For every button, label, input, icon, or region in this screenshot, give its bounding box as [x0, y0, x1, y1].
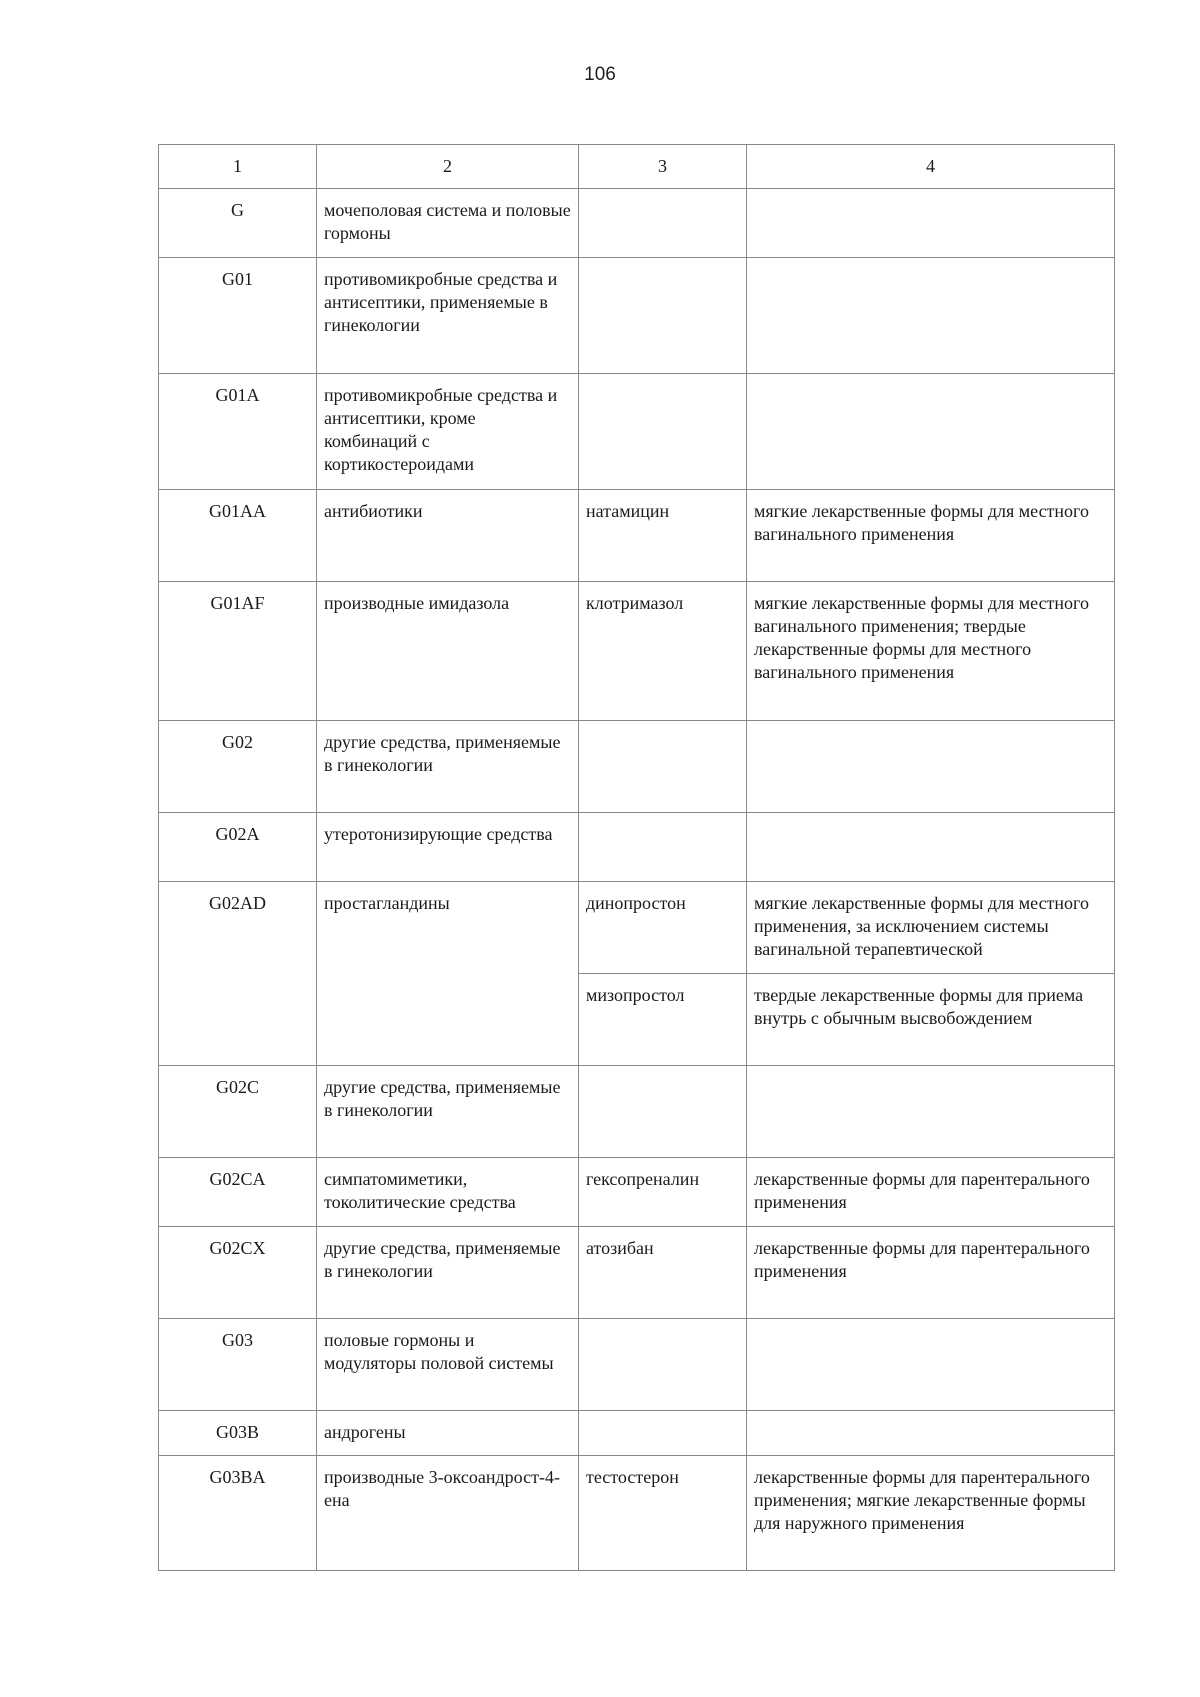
header-col-4: 4: [747, 145, 1115, 189]
dosage-form-cell: твердые лекарственные формы для приема внутрь с обычным высвобождением: [747, 974, 1115, 1066]
group-cell: антибиотики: [317, 490, 579, 582]
table-row: [159, 189, 1115, 258]
dosage-form-cell: [747, 721, 1115, 813]
drug-cell: [579, 1066, 747, 1158]
group-cell: андрогены: [317, 1411, 579, 1456]
drug-cell: натамицин: [579, 490, 747, 582]
table-row: [159, 1456, 1115, 1571]
atc-code-cell: G01A: [159, 374, 317, 490]
dosage-form-cell: мягкие лекарственные формы для местного вагинального применения; твердые лекарственные формы для местного вагинального применения: [747, 582, 1115, 721]
header-row: [159, 145, 1115, 189]
table-row: [159, 374, 1115, 490]
atc-code-cell: G03BA: [159, 1456, 317, 1571]
dosage-form-cell: мягкие лекарственные формы для местного применения, за исключением системы вагинальной терапевтической: [747, 882, 1115, 974]
dosage-form-cell: мягкие лекарственные формы для местного вагинального применения: [747, 490, 1115, 582]
atc-code-cell: G01AA: [159, 490, 317, 582]
atc-code-cell: G03B: [159, 1411, 317, 1456]
group-cell: мочеполовая система и половые гормоны: [317, 189, 579, 258]
drug-cell: тестостерон: [579, 1456, 747, 1571]
drug-cell: гексопреналин: [579, 1158, 747, 1227]
dosage-form-cell: лекарственные формы для парентерального применения: [747, 1227, 1115, 1319]
atc-code-cell: G03: [159, 1319, 317, 1411]
atc-code-cell: G02CA: [159, 1158, 317, 1227]
header-col-3: 3: [579, 145, 747, 189]
drug-cell: [579, 1319, 747, 1411]
atc-code-cell: G01AF: [159, 582, 317, 721]
table-row: [159, 882, 1115, 974]
dosage-form-cell: [747, 813, 1115, 882]
atc-code-cell: G02CX: [159, 1227, 317, 1319]
dosage-form-cell: [747, 374, 1115, 490]
group-cell: симпатомиметики, токолитические средства: [317, 1158, 579, 1227]
group-cell: половые гормоны и модуляторы половой системы: [317, 1319, 579, 1411]
drug-cell: динопростон: [579, 882, 747, 974]
table-row: [159, 582, 1115, 721]
dosage-form-cell: [747, 1319, 1115, 1411]
group-cell: другие средства, применяемые в гинекологии: [317, 1227, 579, 1319]
table-row: [159, 813, 1115, 882]
atc-code-cell: G02AD: [159, 882, 317, 1066]
group-cell: противомикробные средства и антисептики, кроме комбинаций с кортикостероидами: [317, 374, 579, 490]
atc-code-cell: G01: [159, 258, 317, 374]
table-row: [159, 258, 1115, 374]
group-cell: другие средства, применяемые в гинекологии: [317, 721, 579, 813]
dosage-form-cell: лекарственные формы для парентерального применения: [747, 1158, 1115, 1227]
atc-code-cell: G02: [159, 721, 317, 813]
drug-cell: клотримазол: [579, 582, 747, 721]
drug-classification-table: [158, 144, 1115, 1571]
table-row: [159, 1158, 1115, 1227]
drug-cell: [579, 374, 747, 490]
header-col-1: 1: [159, 145, 317, 189]
group-cell: утеротонизирующие средства: [317, 813, 579, 882]
atc-code-cell: G02C: [159, 1066, 317, 1158]
drug-cell: [579, 813, 747, 882]
table-row: [159, 721, 1115, 813]
table-row: [159, 1319, 1115, 1411]
drug-cell: [579, 189, 747, 258]
dosage-form-cell: лекарственные формы для парентерального применения; мягкие лекарственные формы для наружного применения: [747, 1456, 1115, 1571]
page-number: 106: [584, 64, 616, 85]
table-row: [159, 1066, 1115, 1158]
drug-cell: мизопростол: [579, 974, 747, 1066]
drug-cell: атозибан: [579, 1227, 747, 1319]
group-cell: другие средства, применяемые в гинекологии: [317, 1066, 579, 1158]
dosage-form-cell: [747, 189, 1115, 258]
drug-cell: [579, 1411, 747, 1456]
atc-code-cell: G: [159, 189, 317, 258]
group-cell: производные 3-оксоандрост-4-ена: [317, 1456, 579, 1571]
table-row: [159, 1411, 1115, 1456]
drug-cell: [579, 258, 747, 374]
group-cell: противомикробные средства и антисептики, применяемые в гинекологии: [317, 258, 579, 374]
group-cell: простагландины: [317, 882, 579, 1066]
drug-cell: [579, 721, 747, 813]
atc-code-cell: G02A: [159, 813, 317, 882]
header-col-2: 2: [317, 145, 579, 189]
dosage-form-cell: [747, 258, 1115, 374]
dosage-form-cell: [747, 1411, 1115, 1456]
table-row: [159, 490, 1115, 582]
dosage-form-cell: [747, 1066, 1115, 1158]
group-cell: производные имидазола: [317, 582, 579, 721]
table-row: [159, 1227, 1115, 1319]
